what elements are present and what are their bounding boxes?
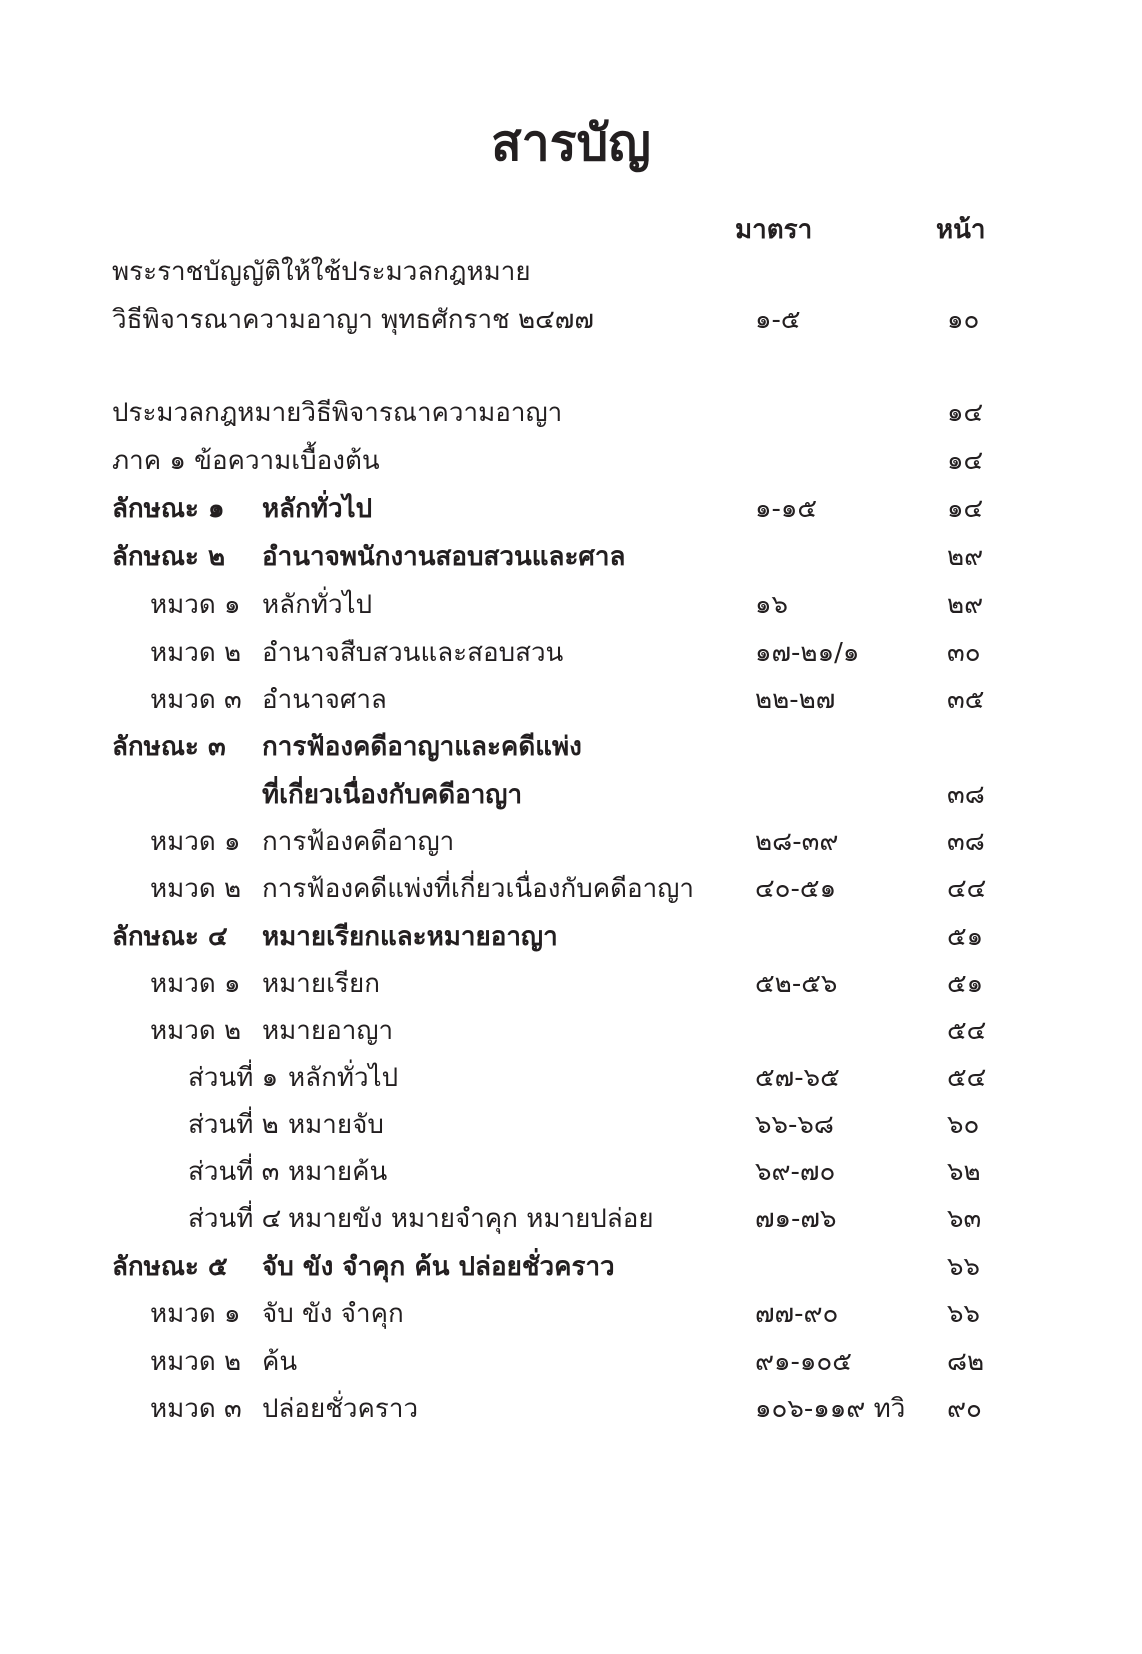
- entry-label: หมวด ๒: [150, 1347, 242, 1377]
- toc-entry: [0, 1387, 1142, 1431]
- entry-label: ลักษณะ ๔: [112, 922, 228, 952]
- entry-label: หมวด ๒: [150, 874, 242, 904]
- entry-label: หมวด ๑: [150, 969, 241, 999]
- toc-entry: [0, 1340, 1142, 1384]
- page-title: สารบัญ: [491, 114, 651, 172]
- section-column-header: มาตรา: [735, 215, 813, 245]
- toc-entry: [0, 631, 1142, 675]
- toc-entry: [0, 820, 1142, 864]
- entry-title: ที่เกี่ยวเนื่องกับคดีอาญา: [262, 780, 523, 810]
- entry-page: ๖๖: [947, 1299, 981, 1329]
- entry-section: ๕๗-๖๕: [755, 1063, 840, 1093]
- entry-page: ๕๑: [947, 969, 984, 999]
- entry-title: หมายอาญา: [262, 1016, 394, 1046]
- entry-page: ๓๘: [947, 780, 985, 810]
- entry-title: หลักทั่วไป: [262, 590, 373, 620]
- entry-label: ส่วนที่ ๓: [188, 1157, 280, 1187]
- entry-title: อำนาจพนักงานสอบสวนและศาล: [262, 542, 626, 572]
- entry-label: ลักษณะ ๓: [112, 732, 226, 762]
- entry-title: ประมวลกฎหมายวิธีพิจารณาความอาญา: [112, 398, 563, 428]
- entry-title: การฟ้องคดีอาญาและคดีแพ่ง: [262, 732, 582, 762]
- entry-page: ๕๔: [947, 1063, 987, 1093]
- entry-label: หมวด ๒: [150, 1016, 242, 1046]
- entry-page: ๑๔: [947, 446, 984, 476]
- entry-label: หมวด ๑: [150, 590, 241, 620]
- entry-label: หมวด ๓: [150, 685, 242, 715]
- entry-section: ๑๐๖-๑๑๙ ทวิ: [755, 1394, 906, 1424]
- entry-page: ๑๔: [947, 494, 984, 524]
- entry-page: ๕๔: [947, 1016, 987, 1046]
- entry-section: ๖๙-๗๐: [755, 1157, 836, 1187]
- entry-label: หมวด ๑: [150, 1299, 241, 1329]
- entry-label: ส่วนที่ ๔: [188, 1204, 282, 1234]
- entry-title: ภาค ๑ ข้อความเบื้องต้น: [112, 446, 380, 476]
- entry-label: ลักษณะ ๕: [112, 1252, 228, 1282]
- entry-label: ลักษณะ ๒: [112, 542, 226, 572]
- entry-label: หมวด ๑: [150, 827, 241, 857]
- entry-label: ส่วนที่ ๒: [188, 1110, 279, 1140]
- entry-section: ๑๗-๒๑/๑: [755, 638, 860, 668]
- entry-section: ๑๖: [755, 590, 789, 620]
- entry-title: จับ ขัง จำคุก ค้น ปล่อยชั่วคราว: [262, 1252, 615, 1282]
- entry-title: หมายขัง หมายจำคุก หมายปล่อย: [288, 1204, 654, 1234]
- entry-title: การฟ้องคดีอาญา: [262, 827, 455, 857]
- entry-page: ๓๐: [947, 638, 981, 668]
- toc-entry: [0, 298, 1142, 342]
- toc-entry: [0, 678, 1142, 722]
- entry-page: ๘๒: [947, 1347, 985, 1377]
- entry-title: ปล่อยชั่วคราว: [262, 1394, 419, 1424]
- entry-title: จับ ขัง จำคุก: [262, 1299, 404, 1329]
- toc-entry: [0, 1103, 1142, 1147]
- entry-title: อำนาจสืบสวนและสอบสวน: [262, 638, 564, 668]
- entry-page: ๓๕: [947, 685, 985, 715]
- entry-title: หมายค้น: [288, 1157, 388, 1187]
- entry-label: หมวด ๒: [150, 638, 242, 668]
- toc-entry: [0, 391, 1142, 435]
- toc-entry: [0, 915, 1142, 959]
- entry-section: ๔๐-๕๑: [755, 874, 837, 904]
- toc-entry: [0, 535, 1142, 579]
- entry-section: ๖๖-๖๘: [755, 1110, 834, 1140]
- entry-page: ๓๘: [947, 827, 985, 857]
- entry-section: ๕๒-๕๖: [755, 969, 838, 999]
- entry-title: อำนาจศาล: [262, 685, 387, 715]
- entry-page: ๔๔: [947, 874, 987, 904]
- entry-title: การฟ้องคดีแพ่งที่เกี่ยวเนื่องกับคดีอาญา: [262, 874, 694, 904]
- entry-section: ๗๑-๗๖: [755, 1204, 837, 1234]
- entry-label: ส่วนที่ ๑: [188, 1063, 279, 1093]
- toc-entry: [0, 439, 1142, 483]
- entry-section: ๒๘-๓๙: [755, 827, 839, 857]
- toc-entry: [0, 962, 1142, 1006]
- entry-page: ๙๐: [947, 1394, 982, 1424]
- toc-entry: [0, 250, 1142, 294]
- entry-section: ๙๑-๑๐๕: [755, 1347, 852, 1377]
- entry-section: ๒๒-๒๗: [755, 685, 836, 715]
- entry-page: ๖๓: [947, 1204, 982, 1234]
- entry-page: ๑๐: [947, 305, 980, 335]
- toc-entry: [0, 1292, 1142, 1336]
- entry-page: ๒๙: [947, 542, 984, 572]
- toc-entry: [0, 1197, 1142, 1241]
- entry-title: หมายเรียกและหมายอาญา: [262, 922, 558, 952]
- toc-entry: [0, 725, 1142, 769]
- entry-page: ๖๒: [947, 1157, 981, 1187]
- entry-title: หลักทั่วไป: [288, 1063, 399, 1093]
- entry-title: พระราชบัญญัติให้ใช้ประมวลกฎหมาย: [112, 257, 531, 287]
- entry-title: ค้น: [262, 1347, 298, 1377]
- entry-title: วิธีพิจารณาความอาญา พุทธศักราช ๒๔๗๗: [112, 305, 594, 335]
- entry-label: ลักษณะ ๑: [112, 494, 225, 524]
- entry-section: ๑-๕: [755, 305, 801, 335]
- toc-entry: [0, 1056, 1142, 1100]
- entry-section: ๗๗-๙๐: [755, 1299, 839, 1329]
- entry-section: ๑-๑๕: [755, 494, 818, 524]
- toc-entry: [0, 773, 1142, 817]
- entry-page: ๖๖: [947, 1252, 981, 1282]
- toc-entry: [0, 867, 1142, 911]
- entry-page: ๕๑: [947, 922, 984, 952]
- entry-label: หมวด ๓: [150, 1394, 242, 1424]
- entry-title: หมายเรียก: [262, 969, 380, 999]
- entry-title: หลักทั่วไป: [262, 494, 373, 524]
- entry-page: ๑๔: [947, 398, 984, 428]
- entry-page: ๒๙: [947, 590, 984, 620]
- toc-entry: [0, 1245, 1142, 1289]
- entry-title: หมายจับ: [288, 1110, 384, 1140]
- toc-entry: [0, 1009, 1142, 1053]
- entry-page: ๖๐: [947, 1110, 980, 1140]
- page-column-header: หน้า: [936, 215, 986, 245]
- toc-entry: [0, 583, 1142, 627]
- toc-entry: [0, 487, 1142, 531]
- toc-entry: [0, 1150, 1142, 1194]
